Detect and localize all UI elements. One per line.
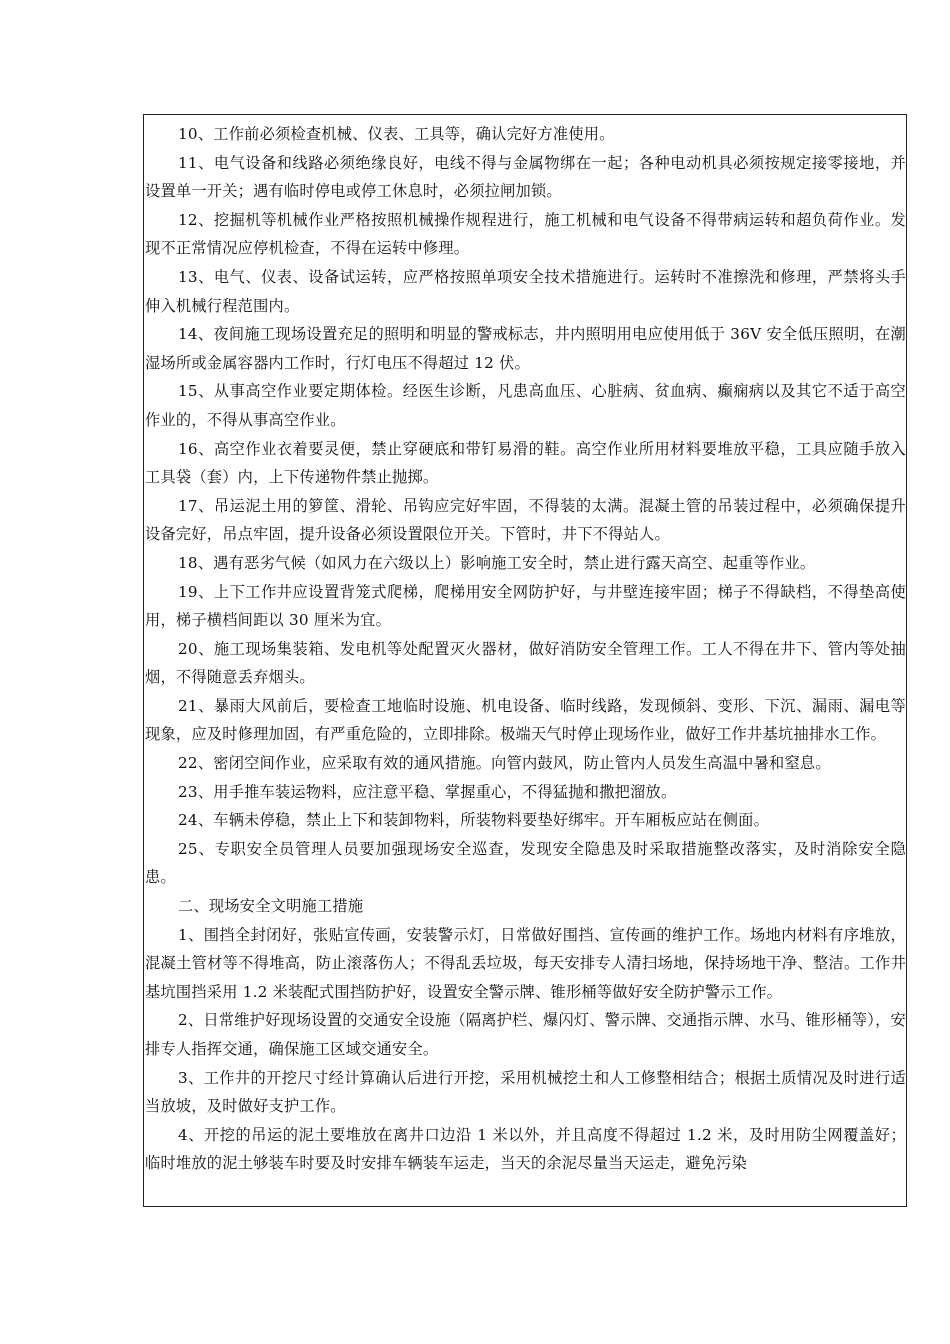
paragraph-item-10: 10、工作前必须检查机械、仪表、工具等，确认完好方准使用。 — [178, 125, 615, 143]
paragraph-item-19: 19、上下工作井应设置背笼式爬梯，爬梯用安全网防护好，与井壁连接牢固；梯子不得缺档，不得垫高使用，梯子横档间距以 30 厘米为宜。 — [145, 582, 906, 630]
paragraph-item-15: 15、从事高空作业要定期体检。经医生诊断，凡患高血压、心脏病、贫血病、癫痫病以及其它不适于高空作业的，不得从事高空作业。 — [145, 382, 906, 429]
paragraph-item-24: 24、车辆未停稳，禁止上下和装卸物料，所装物料要垫好绑牢。开车厢板应站在侧面。 — [178, 811, 770, 830]
paragraph-item-20: 20、施工现场集装箱、发电机等处配置灭火器材，做好消防安全管理工作。工人不得在井下、管内等处抽烟，不得随意丢弃烟头。 — [145, 639, 906, 687]
paragraph-item-14: 14、夜间施工现场设置充足的照明和明显的警戒标志，井内照明用电应使用低于 36V 安全低压照明，在潮湿场所或金属容器内工作时，行灯电压不得超过 12 伏。 — [145, 325, 906, 372]
paragraph-item-11: 11、电气设备和线路必须绝缘良好，电线不得与金属物绑在一起；各种电动机具必须按规定接零接地，并设置单一开关；遇有临时停电或停工休息时，必须拉闸加锁。 — [145, 153, 906, 201]
document-body — [144, 115, 906, 1178]
paragraph-item-21: 21、暴雨大风前后，要检查工地临时设施、机电设备、临时线路，发现倾斜、变形、下沉、漏雨、漏电等现象，应及时修理加固，有严重危险的，立即排除。极端天气时停止现场作业，做好工作井基坑抽排水工作。 — [145, 696, 906, 744]
paragraph-item-12: 12、挖掘机等机械作业严格按照机械操作规程进行，施工机械和电气设备不得带病运转和超负荷作业。发现不正常情况应停机检查，不得在运转中修理。 — [145, 210, 906, 258]
paragraph-item-22: 22、密闭空间作业，应采取有效的通风措施。向管内鼓风，防止管内人员发生高温中暑和窒息。 — [178, 754, 831, 773]
section-heading: 二、现场安全文明施工措施 — [178, 897, 364, 916]
measure-item-2: 2、日常维护好现场设置的交通安全设施（隔离护栏、爆闪灯、警示牌、交通指示牌、水马、锥形桶等），安排专人指挥交通，确保施工区域交通安全。 — [145, 1011, 906, 1058]
paragraph-item-23: 23、用手推车装运物料，应注意平稳、掌握重心，不得猛抛和撒把溜放。 — [178, 782, 677, 801]
paragraph-item-13: 13、电气、仪表、设备试运转，应严格按照单项安全技术措施进行。运转时不准擦洗和修理，严禁将头手伸入机械行程范围内。 — [145, 267, 906, 315]
paragraph-item-17: 17、吊运泥土用的箩筐、滑轮、吊钩应完好牢固，不得装的太满。混凝土管的吊装过程中，必须确保提升设备完好，吊点牢固，提升设备必须设置限位开关。下管时，井下不得站人。 — [145, 496, 906, 544]
measure-item-4: 4、开挖的吊运的泥土要堆放在离井口边沿 1 米以外，并且高度不得超过 1.2 米，及时用防尘网覆盖好；临时堆放的泥土够装车时要及时安排车辆装车运走，当天的余泥尽量当天运走，避免污染 — [145, 1125, 906, 1173]
paragraph-item-18: 18、遇有恶劣气候（如风力在六级以上）影响施工安全时，禁止进行露天高空、起重等作业。 — [178, 553, 816, 572]
paragraph-item-25: 25、专职安全员管理人员要加强现场安全巡查，发现安全隐患及时采取措施整改落实，及时消除安全隐患。 — [145, 839, 906, 887]
paragraph-item-16: 16、高空作业衣着要灵便，禁止穿硬底和带钉易滑的鞋。高空作业所用材料要堆放平稳，工具应随手放入工具袋（套）内，上下传递物件禁止抛掷。 — [145, 439, 906, 487]
measure-item-1: 1、围挡全封闭好，张贴宣传画，安装警示灯，日常做好围挡、宣传画的维护工作。场地内材料有序堆放，混凝土管材等不得堆高，防止滚落伤人；不得乱丢垃圾，每天安排专人清扫场地，保持场地干净、整洁。工作井基坑围挡采用 1.2 米装配式围挡防护好，设置安全警示牌、锥形桶等做好安全防护警示工作。 — [145, 925, 906, 1001]
document-frame — [143, 114, 907, 1207]
measure-item-3: 3、工作井的开挖尺寸经计算确认后进行开挖，采用机械挖土和人工修整相结合；根据土质情况及时进行适当放坡，及时做好支护工作。 — [145, 1068, 906, 1116]
